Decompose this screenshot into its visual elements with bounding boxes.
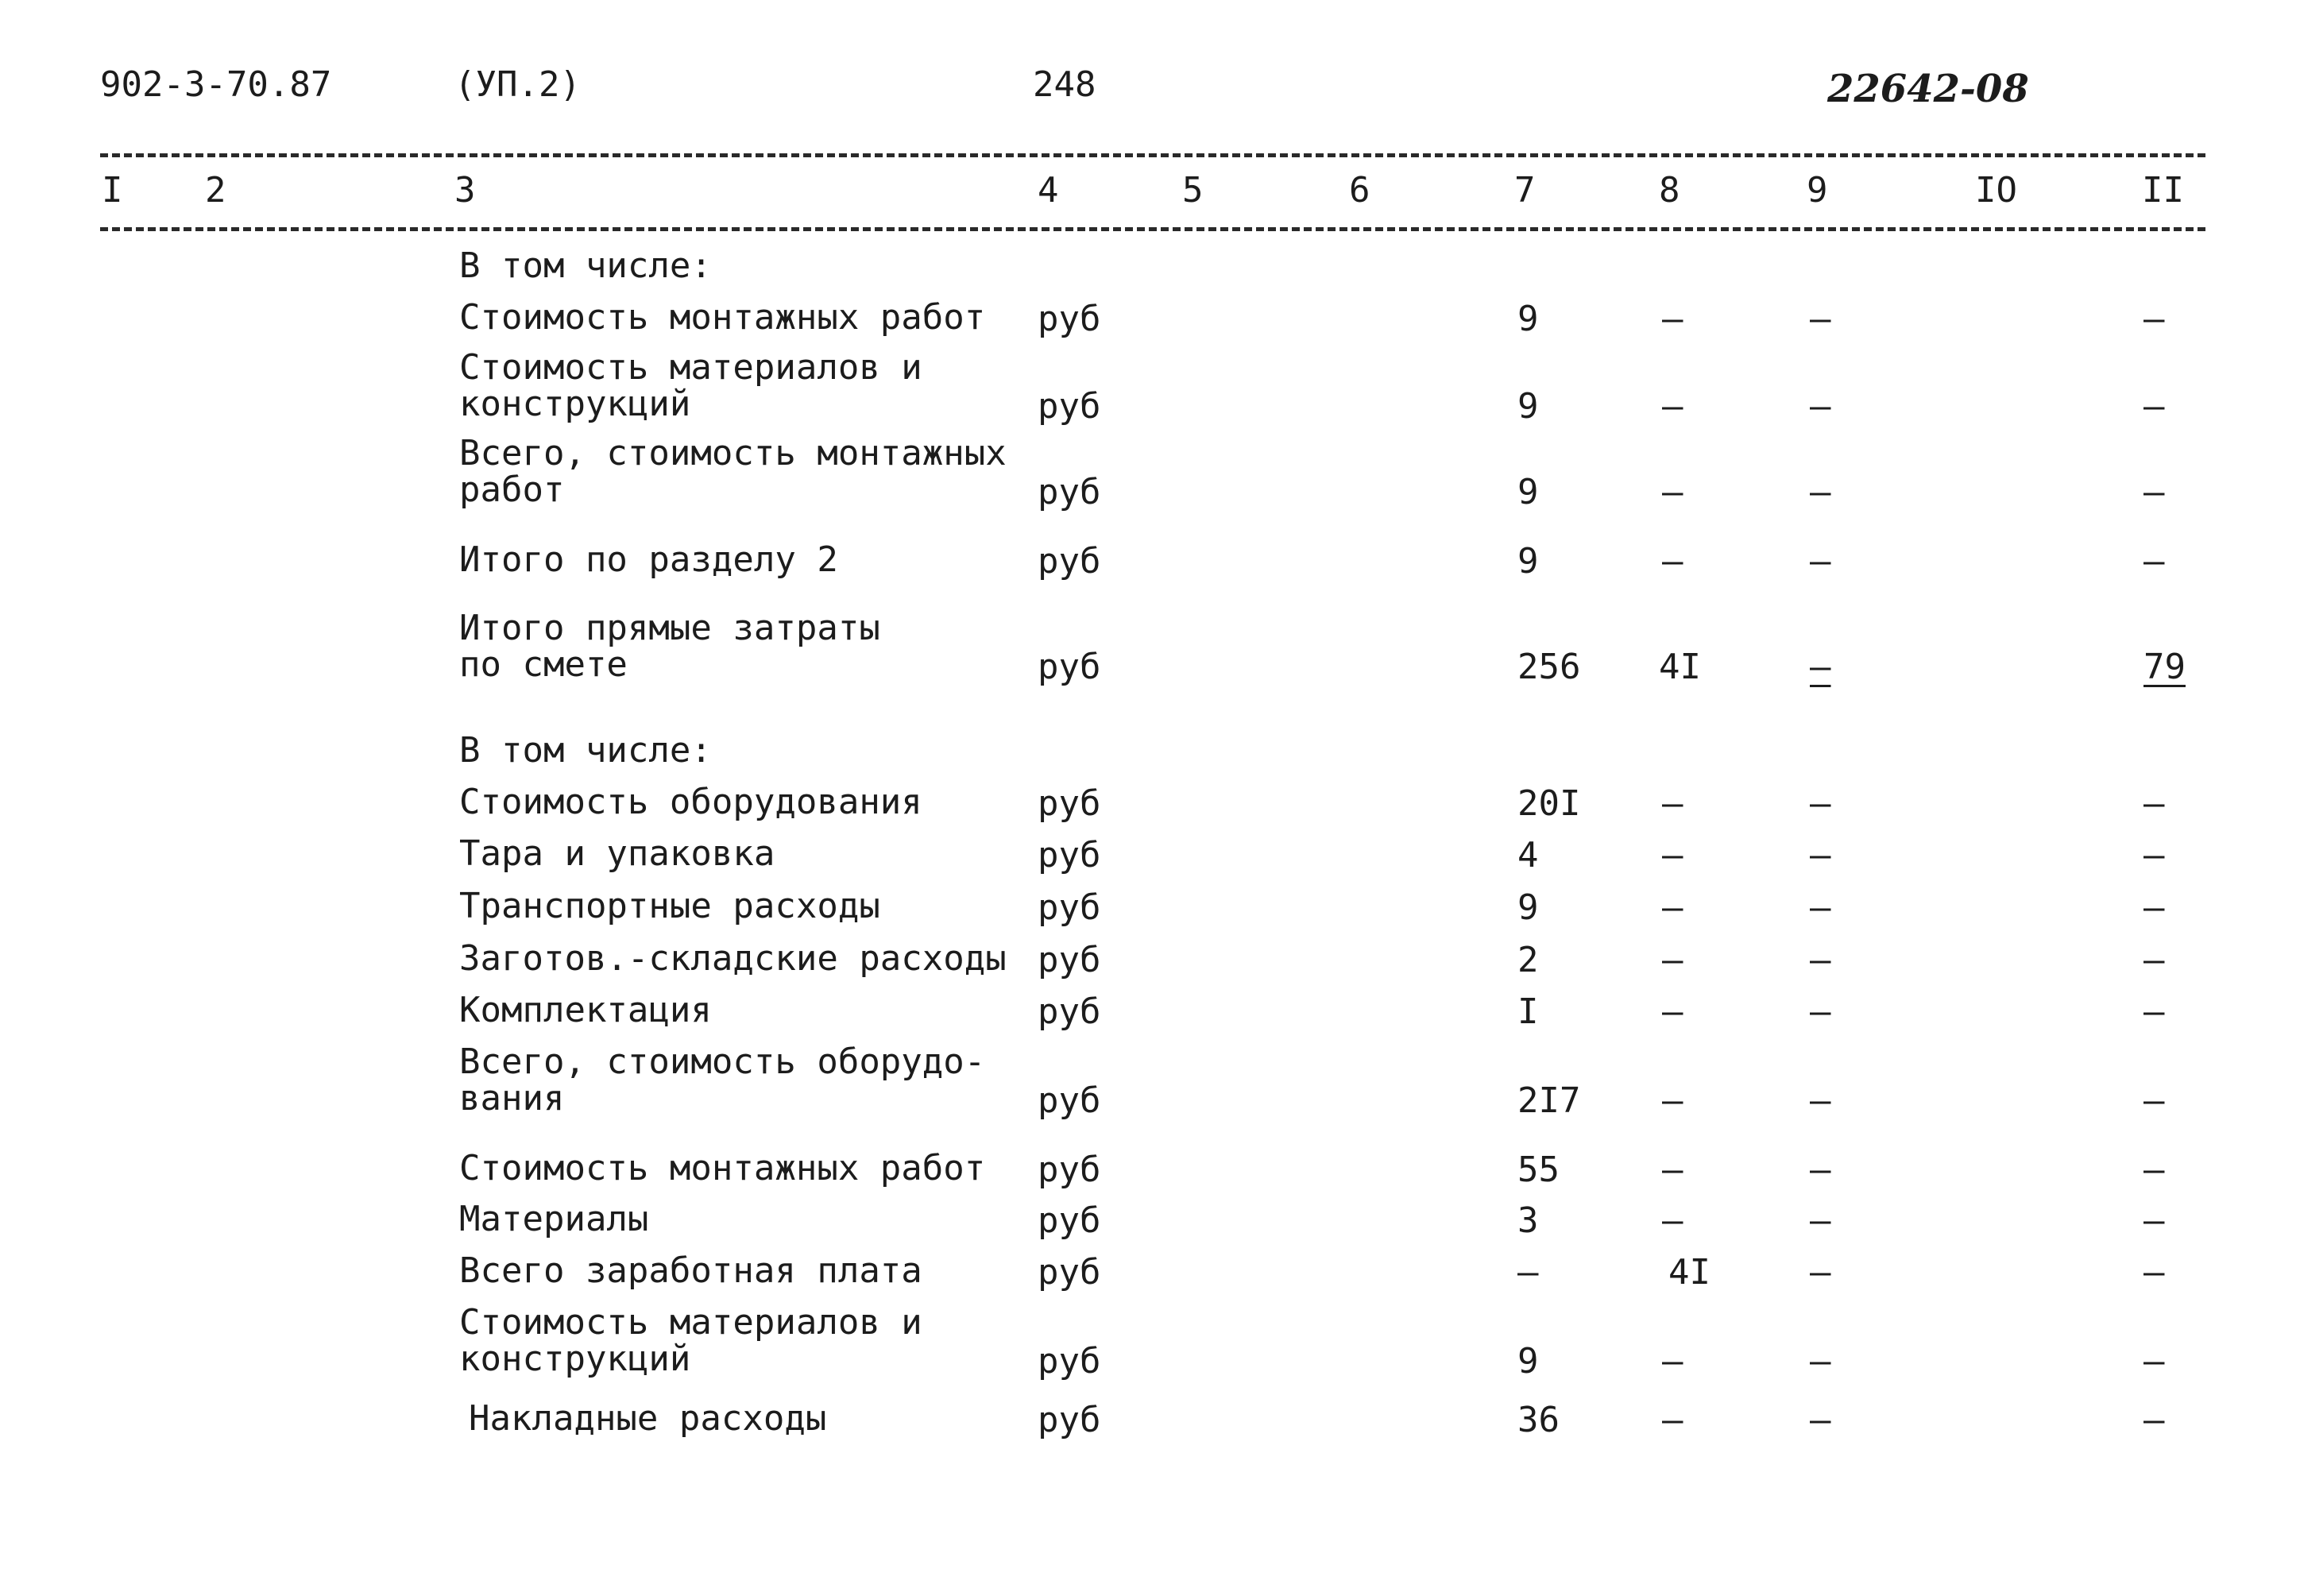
cell-col8: – (1662, 1150, 1683, 1190)
row-unit: руб (1038, 1400, 1101, 1440)
cell-col9: – (1810, 541, 1831, 582)
row-description: Тара и упаковка (459, 833, 775, 874)
row-unit: руб (1038, 835, 1101, 875)
row-description: Заготов.-складские расходы (459, 938, 1007, 979)
inventory-number: 22642-08 (1827, 67, 2029, 111)
cell-col8: – (1662, 1080, 1683, 1121)
row-unit: руб (1038, 991, 1101, 1032)
cell-col11: – (2143, 1400, 2165, 1440)
cell-col8: 4I (1659, 647, 1701, 687)
cell-col11: – (2143, 1150, 2165, 1190)
cell-col11: – (2143, 887, 2165, 928)
cell-col7: 20I (1517, 783, 1581, 824)
row-description: В том числе: (459, 245, 712, 286)
cell-col7: 36 (1517, 1400, 1560, 1440)
cell-col9: – (1810, 1341, 1831, 1382)
cell-col11: – (2143, 541, 2165, 582)
row-description: Итого прямые затраты по смете (459, 608, 880, 685)
cell-col7: 9 (1517, 386, 1539, 427)
cell-col7: 9 (1517, 541, 1539, 582)
cell-col7: 2 (1517, 940, 1539, 980)
cell-col11: – (2143, 1341, 2165, 1382)
cell-col7: 9 (1517, 472, 1539, 512)
column-number-4: 4 (1038, 170, 1059, 211)
cell-col11: 79 (2143, 647, 2186, 687)
row-description: Всего, стоимость монтажных работ (459, 433, 1007, 510)
row-unit: руб (1038, 472, 1101, 512)
cell-col11: – (2143, 1080, 2165, 1121)
column-number-3: 3 (454, 170, 476, 211)
row-description: В том числе: (459, 730, 712, 771)
cell-col8: – (1662, 386, 1683, 427)
album-reference: (УП.2) (454, 64, 581, 105)
header-bottom-rule (100, 227, 2205, 231)
column-number-1: I (102, 170, 123, 211)
row-unit: руб (1038, 783, 1101, 824)
cell-col9: – (1810, 1080, 1831, 1121)
cell-col8: – (1662, 472, 1683, 512)
cell-col11: – (2143, 991, 2165, 1032)
header-top-rule (100, 153, 2205, 157)
cell-col9: – (1810, 1252, 1831, 1293)
cell-col9: – (1810, 991, 1831, 1032)
column-number-5: 5 (1182, 170, 1204, 211)
cell-col8: – (1662, 940, 1683, 980)
row-description: Комплектация (459, 990, 712, 1030)
row-description: Стоимость монтажных работ (459, 1148, 986, 1188)
cell-col8: – (1662, 1200, 1683, 1241)
column-number-7: 7 (1514, 170, 1536, 211)
cell-col8: – (1662, 1341, 1683, 1382)
cell-col8: – (1662, 1400, 1683, 1440)
cell-col7: 9 (1517, 1341, 1539, 1382)
row-unit: руб (1038, 1080, 1101, 1121)
row-description: Транспортные расходы (459, 886, 880, 926)
cell-col11: – (2143, 472, 2165, 512)
column-number-9: 9 (1807, 170, 1828, 211)
column-number-6: 6 (1349, 170, 1370, 211)
cell-col9: – (1810, 299, 1831, 339)
cell-col9: – (1810, 835, 1831, 875)
document-code: 902-3-70.87 (100, 64, 332, 105)
cell-col9: – (1810, 1200, 1831, 1241)
cell-col7: 9 (1517, 299, 1539, 339)
cell-col11: – (2143, 835, 2165, 875)
cell-col7: I (1517, 991, 1539, 1032)
row-description: Всего заработная плата (459, 1250, 922, 1291)
cell-col8: – (1662, 835, 1683, 875)
cell-col8: – (1662, 783, 1683, 824)
cell-col8: – (1662, 299, 1683, 339)
cell-col9: – (1810, 1150, 1831, 1190)
column-number-2: 2 (205, 170, 226, 211)
cell-col11: – (2143, 783, 2165, 824)
cell-col7: 4 (1517, 835, 1539, 875)
row-description: Всего, стоимость оборудо- вания (459, 1041, 986, 1119)
row-unit: руб (1038, 1341, 1101, 1382)
cell-col11: – (2143, 1200, 2165, 1241)
column-number-11: II (2142, 170, 2184, 211)
row-unit: руб (1038, 386, 1101, 427)
cell-col7: 256 (1517, 647, 1581, 687)
cell-col9: – (1810, 940, 1831, 980)
row-description: Стоимость материалов и конструкций (459, 347, 922, 424)
cell-col7: – (1517, 1252, 1539, 1293)
row-unit: руб (1038, 1200, 1101, 1241)
row-unit: руб (1038, 647, 1101, 687)
cell-col7: 2I7 (1517, 1080, 1581, 1121)
row-description: Стоимость монтажных работ (459, 297, 986, 338)
cell-col11: – (2143, 940, 2165, 980)
cell-col11: – (2143, 386, 2165, 427)
page-number: 248 (1033, 64, 1096, 105)
cell-col8: – (1662, 887, 1683, 928)
column-number-8: 8 (1659, 170, 1680, 211)
row-unit: руб (1038, 541, 1101, 582)
cell-col8: 4I (1668, 1252, 1711, 1293)
cell-col7: 55 (1517, 1150, 1560, 1190)
row-unit: руб (1038, 887, 1101, 928)
row-description: Итого по разделу 2 (459, 539, 838, 580)
row-unit: руб (1038, 299, 1101, 339)
cell-col9: – (1810, 472, 1831, 512)
cell-col7: 3 (1517, 1200, 1539, 1241)
row-description: Стоимость оборудования (459, 782, 922, 822)
cell-col9: – (1810, 783, 1831, 824)
row-unit: руб (1038, 940, 1101, 980)
row-unit: руб (1038, 1252, 1101, 1293)
cell-col9: – (1810, 887, 1831, 928)
column-number-10: IO (1975, 170, 2017, 211)
cell-col8: – (1662, 991, 1683, 1032)
row-description: Стоимость материалов и конструкций (459, 1302, 922, 1379)
cell-col9: – (1810, 1400, 1831, 1440)
cell-col8: – (1662, 541, 1683, 582)
row-description: Материалы (459, 1199, 649, 1239)
row-description: Накладные расходы (469, 1398, 827, 1439)
cell-col11: – (2143, 299, 2165, 339)
cell-col7: 9 (1517, 887, 1539, 928)
cell-col9: – (1810, 386, 1831, 427)
cell-col11: – (2143, 1252, 2165, 1293)
cell-col9: – (1810, 647, 1831, 687)
row-unit: руб (1038, 1150, 1101, 1190)
